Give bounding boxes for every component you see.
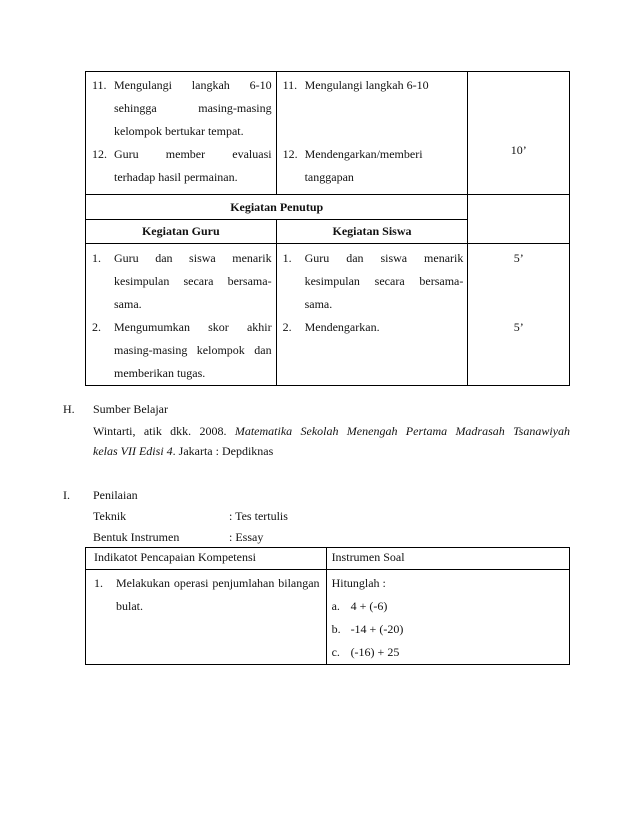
- section-h-heading: [63, 399, 168, 419]
- siswa-closing-cell: [276, 244, 468, 386]
- empty-time-cell: [468, 195, 570, 244]
- list-item: 2. Mendengarkan.: [282, 320, 380, 334]
- assessment-table: [85, 547, 570, 665]
- time-value: 10’: [510, 143, 527, 157]
- list-item: 12. Mendengarkan/memberi tanggapan: [282, 147, 423, 184]
- section-title: Penilaian: [93, 488, 138, 502]
- header-indikator: Indikatot Pencapaian Kompetensi: [86, 548, 327, 570]
- penutup-title: Kegiatan Penutup: [86, 195, 468, 220]
- list-item: 1. Guru dan siswa menarik kesimpulan secara bersama- sama.: [92, 251, 272, 311]
- table-row: [86, 570, 570, 665]
- teknik-value: : Tes tertulis: [229, 509, 288, 523]
- col-guru-header: Kegiatan Guru: [86, 220, 277, 244]
- list-item: 1. Guru dan siswa menarik kesimpulan secara bersama- sama.: [282, 251, 464, 311]
- section-title: Sumber Belajar: [93, 402, 168, 416]
- reference-line-1: Wintarti, atik dkk. 2008. Matematika Sekolah Menengah Pertama Madrasah Tsanawiyah: [93, 424, 571, 438]
- time-value: 5’: [513, 320, 524, 334]
- reference-line-2: kelas VII Edisi 4. Jakarta : Depdiknas: [93, 444, 274, 458]
- bentuk-label: Bentuk Instrumen: [93, 530, 180, 544]
- header-instrumen: Instrumen Soal: [326, 548, 569, 570]
- question-item: c. (-16) + 25: [331, 645, 400, 659]
- section-letter: I.: [63, 488, 70, 502]
- table-row: [86, 195, 570, 220]
- time-value: 5’: [513, 251, 524, 265]
- table-row: [86, 244, 570, 386]
- col-siswa-header: Kegiatan Siswa: [276, 220, 468, 244]
- instrumen-intro: Hitunglah :: [331, 576, 386, 590]
- time-cell: [468, 72, 570, 195]
- list-item: 12. Guru member evaluasi terhadap hasil permainan.: [92, 147, 272, 184]
- siswa-activities-cell: [276, 72, 468, 195]
- activities-table: [85, 71, 570, 386]
- table-row: [86, 72, 570, 195]
- guru-closing-cell: [86, 244, 277, 386]
- indikator-cell: [86, 570, 327, 665]
- list-item: 2. Mengumumkan skor akhir masing-masing kelompok dan memberikan tugas.: [92, 320, 272, 380]
- section-i-heading: [63, 485, 138, 505]
- instrumen-cell: [326, 570, 569, 665]
- guru-activities-cell: [86, 72, 277, 195]
- time-cell: [468, 244, 570, 386]
- list-item: 11. Mengulangi langkah 6-10: [282, 78, 429, 92]
- section-letter: H.: [63, 402, 75, 416]
- question-item: a. 4 + (-6): [331, 599, 388, 613]
- list-item: 11. Mengulangi langkah 6-10 sehingga masing-masing kelompok bertukar tempat.: [92, 78, 272, 138]
- list-item: 1. Melakukan operasi penjumlahan bilangan bulat.: [94, 576, 320, 613]
- bentuk-value: : Essay: [229, 530, 264, 544]
- question-item: b. -14 + (-20): [331, 622, 404, 636]
- teknik-label: Teknik: [93, 509, 127, 523]
- table-header-row: [86, 548, 570, 570]
